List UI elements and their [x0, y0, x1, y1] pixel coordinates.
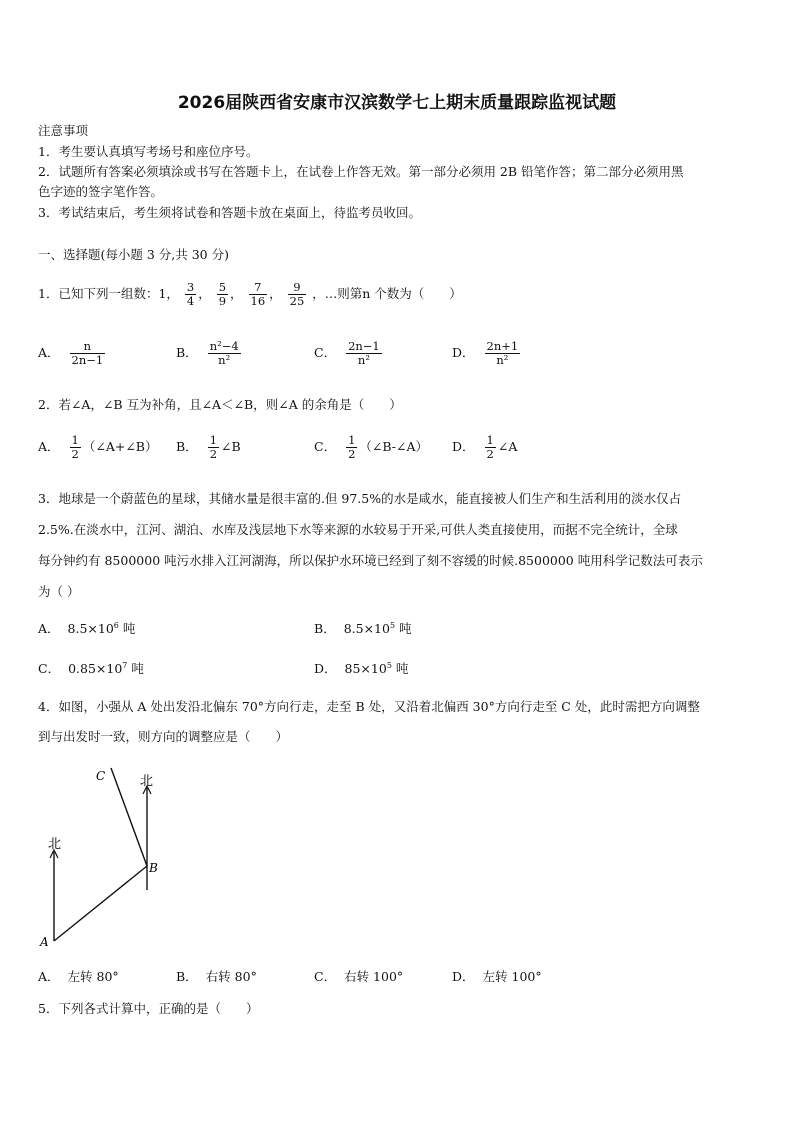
- question-1-stem: 1．已知下列一组数：1， $\frac{3}{4}$ ， $\frac{5}{9}$ ， $\frac{7}{16}$ ， $\frac{9}{25}$ ，…则第n 个数为（ ）: [38, 280, 462, 309]
- question-3-line-1: 3．地球是一个蔚蓝色的星球，其储水量是很丰富的.但 97.5%的水是咸水，能直接被人们生产和生活利用的淡水仅占: [38, 491, 682, 506]
- note-item-2: 2．试题所有答案必须填涂或书写在答题卡上，在试卷上作答无效。第一部分必须用 2B 铅笔作答；第二部分必须用黑: [38, 164, 684, 179]
- point-b-label: B: [149, 861, 158, 875]
- north-label-a: 北: [48, 837, 62, 852]
- question-2-stem: 2．若∠A，∠B 互为补角，且∠A＜∠B，则∠A 的余角是（ ）: [38, 397, 402, 412]
- q1-option-c[interactable]: C． $\frac{2n-1}{\text{n²}}$: [314, 339, 380, 368]
- q1-option-a[interactable]: A． $\frac{n}{2n-1}$: [38, 339, 104, 368]
- point-a-label: A: [40, 935, 49, 949]
- q2-option-c[interactable]: C． $\frac{1}{2}$ （∠B-∠A）: [314, 433, 429, 462]
- q2-option-a[interactable]: A． $\frac{1}{2}$ （∠A+∠B）: [38, 433, 158, 462]
- question-3-line-3: 每分钟约有 8500000 吨污水排入江河湖海，所以保护水环境已经到了刻不容缓的时候.8500000 吨用科学记数法可表示: [38, 553, 703, 568]
- q4-option-a[interactable]: A． 左转 80°: [38, 969, 119, 984]
- note-item-3: 3．考试结束后，考生须将试卷和答题卡放在桌面上，待监考员收回。: [38, 205, 421, 220]
- fraction: $\frac{5}{9}$: [218, 280, 227, 309]
- fraction: $\frac{7}{16}$: [250, 280, 266, 309]
- q4-option-b[interactable]: B． 右转 80°: [176, 969, 257, 984]
- note-item-1: 1．考生要认真填写考场号和座位序号。: [38, 144, 259, 159]
- fraction: $\frac{9}{25}$: [289, 280, 305, 309]
- q1-prefix: 1．已知下列一组数：1，: [38, 286, 179, 302]
- q4-option-c[interactable]: C． 右转 100°: [314, 969, 404, 984]
- fraction: $\frac{3}{4}$: [186, 280, 195, 309]
- q3-option-d[interactable]: D． $85\times 10^5$ 吨: [314, 660, 409, 676]
- question-4-line-2: 到与出发时一致，则方向的调整应是（ ）: [38, 729, 289, 744]
- question-5-stem: 5．下列各式计算中，正确的是（ ）: [38, 1001, 259, 1016]
- question-3-line-2: 2.5%.在淡水中，江河、湖泊、水库及浅层地下水等来源的水较易于开采,可供人类直接使用，而据不完全统计，全球: [38, 522, 678, 537]
- question-4-line-1: 4．如图，小强从 A 处出发沿北偏东 70°方向行走，走至 B 处，又沿着北偏西 30°方向行走至 C 处，此时需把方向调整: [38, 699, 700, 714]
- section-heading: 一、选择题(每小题 3 分,共 30 分): [38, 247, 229, 262]
- direction-diagram: [36, 760, 176, 955]
- note-item-2-cont: 色字迹的签字笔作答。: [38, 184, 164, 199]
- q3-option-c[interactable]: C． $0.85\times 10^7$ 吨: [38, 660, 144, 676]
- notes-heading: 注意事项: [38, 123, 89, 138]
- q3-option-a[interactable]: A． $8.5\times 10^6$ 吨: [38, 620, 136, 636]
- q1-suffix: ，…则第n 个数为（ ）: [312, 286, 462, 302]
- north-label-b: 北: [140, 774, 154, 789]
- page-title: 2026届陕西省安康市汉滨数学七上期末质量跟踪监视试题: [177, 93, 617, 113]
- point-c-label: C: [96, 769, 106, 783]
- q3-option-b[interactable]: B． $8.5\times 10^5$ 吨: [314, 620, 412, 636]
- q1-option-d[interactable]: D． $\frac{2n+1}{\text{n²}}$: [452, 339, 519, 368]
- q2-option-d[interactable]: D． $\frac{1}{2}$ ∠A: [452, 433, 518, 462]
- segment-ab: [54, 866, 147, 941]
- q1-option-b[interactable]: B． $\frac{\text{n²−4}}{\text{n²}}$: [176, 339, 239, 368]
- question-3-line-4: 为（ ）: [38, 584, 80, 599]
- q2-option-b[interactable]: B． $\frac{1}{2}$ ∠B: [176, 433, 241, 462]
- q4-option-d[interactable]: D． 左转 100°: [452, 969, 542, 984]
